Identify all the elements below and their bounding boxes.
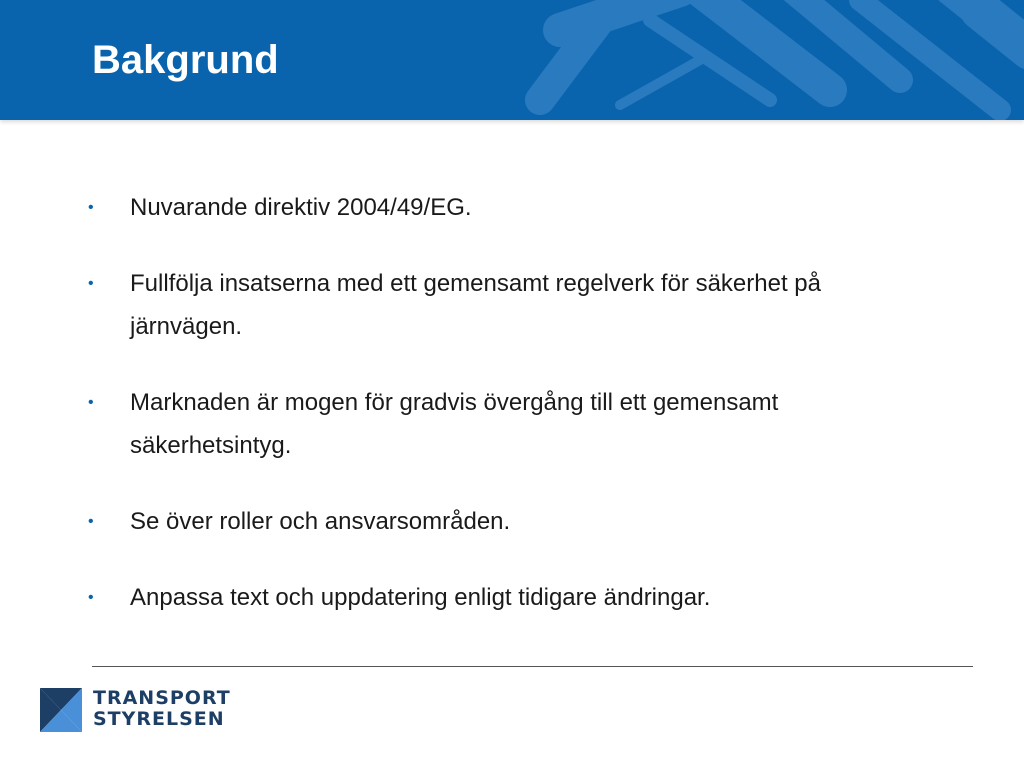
list-item: [88, 576, 848, 619]
list-item-text: Marknaden är mogen för gradvis övergång till ett gemensamt säkerhetsintyg.: [130, 389, 779, 459]
transportstyrelsen-logo: [40, 688, 240, 736]
list-item: [88, 186, 848, 229]
list-item: [88, 381, 848, 467]
footer-divider: [92, 666, 973, 667]
bullet-icon: •: [88, 513, 94, 530]
bullet-icon: •: [88, 275, 94, 292]
bullet-list: [88, 186, 848, 619]
list-item-text: Se över roller och ansvarsområden.: [130, 508, 511, 535]
list-item-text: Fullfölja insatserna med ett gemensamt regelverk för säkerhet på järnvägen.: [130, 270, 821, 340]
list-item-text: Anpassa text och uppdatering enligt tidigare ändringar.: [130, 584, 711, 611]
bullet-icon: •: [88, 589, 94, 606]
list-item: [88, 500, 848, 543]
list-item: [88, 262, 848, 348]
logo-wordmark: [93, 688, 231, 730]
logo-line-1: TRANSPORT: [93, 687, 231, 709]
bullet-icon: •: [88, 394, 94, 411]
logo-line-2: STYRELSEN: [93, 708, 225, 730]
bullet-icon: •: [88, 199, 94, 216]
header-banner: [0, 0, 1024, 120]
list-item-text: Nuvarande direktiv 2004/49/EG.: [130, 194, 472, 221]
transportstyrelsen-logo-icon: [40, 688, 82, 732]
slide-title: Bakgrund: [92, 38, 279, 82]
